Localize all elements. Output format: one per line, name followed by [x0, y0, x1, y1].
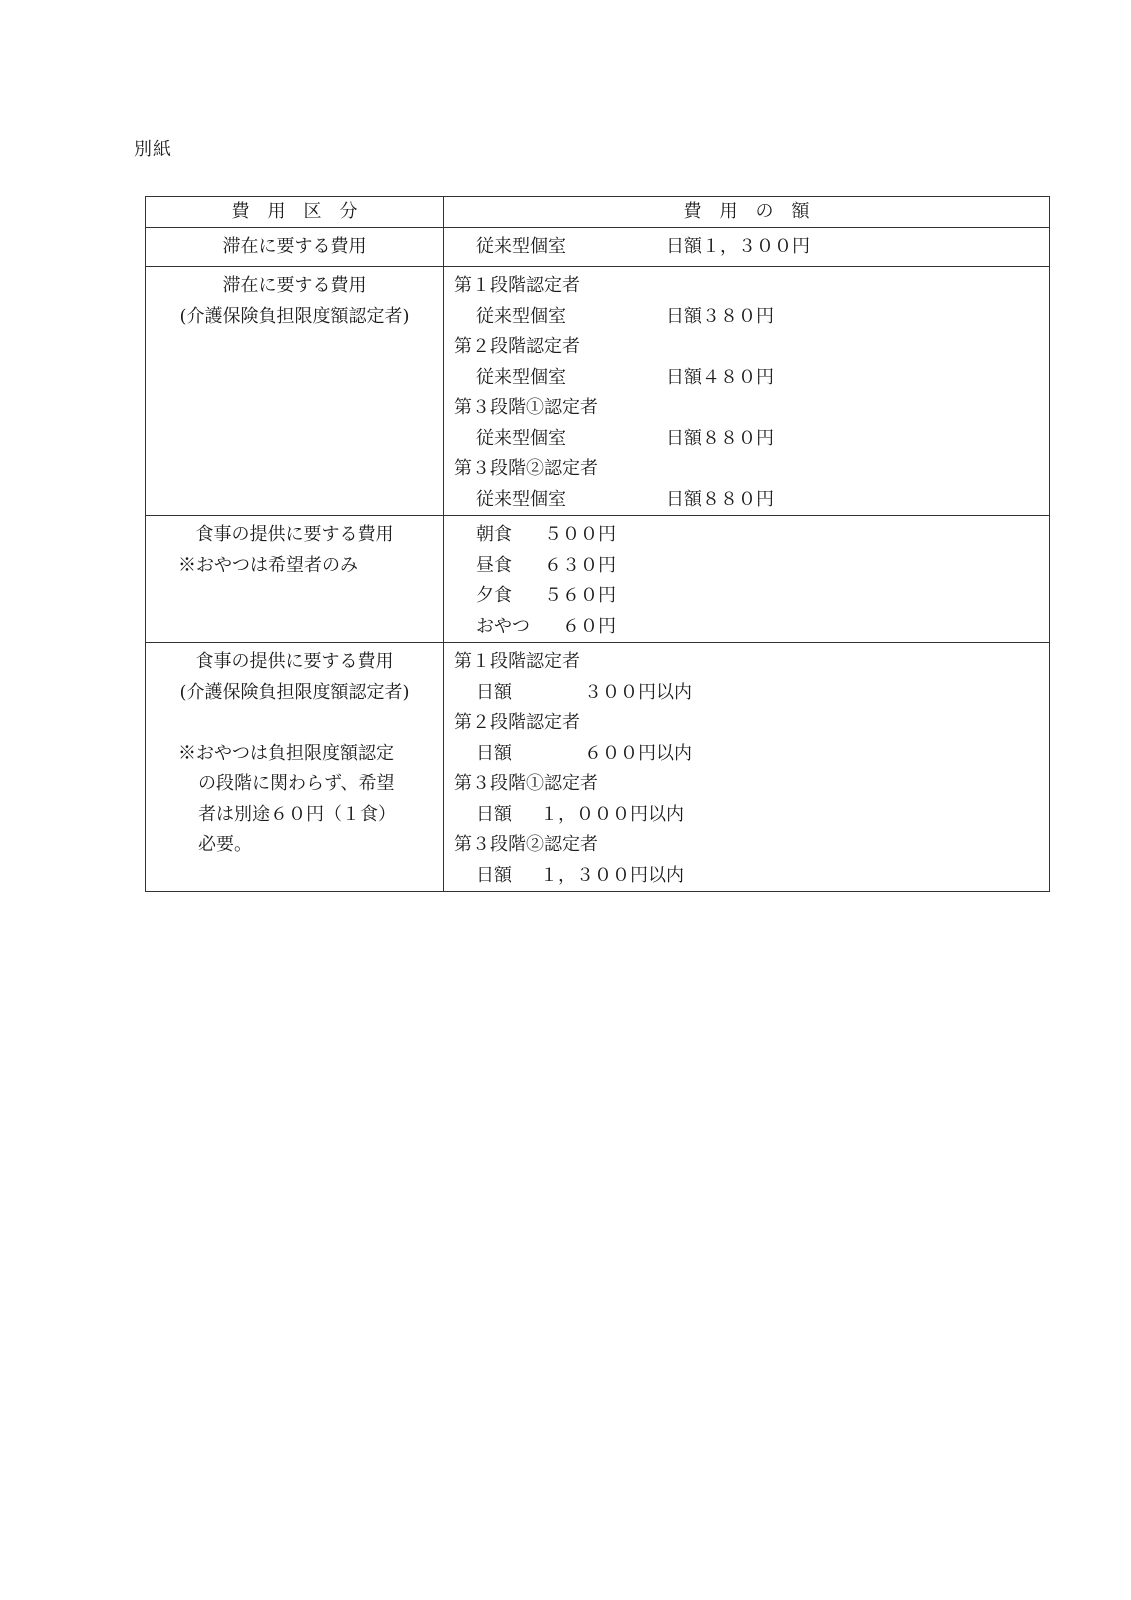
amount-line: 第１段階認定者 — [454, 275, 580, 296]
amount-item: 従来型個室 — [476, 427, 566, 449]
category-line: (介護保険負担限度額認定者) — [179, 305, 410, 327]
category-line: ※おやつは希望者のみ — [178, 554, 358, 576]
amount-line — [454, 861, 1049, 892]
amount-item: 日額 — [476, 864, 512, 886]
amount-line — [454, 363, 1049, 394]
category-line: (介護保険負担限度額認定者) — [179, 681, 410, 703]
amount-value: 日額４８０円 — [666, 366, 774, 388]
amount-cell — [444, 516, 1050, 643]
amount-cell — [444, 643, 1050, 892]
amount-value: 日額１，３００円 — [666, 236, 810, 257]
category-line: 食事の提供に要する費用 — [195, 524, 394, 545]
category-cell — [146, 643, 444, 892]
table-row — [146, 267, 1050, 516]
spacer — [146, 708, 443, 739]
amount-line — [454, 678, 1049, 709]
amount-value: ６３０円 — [544, 554, 616, 576]
amount-line: 第３段階①認定者 — [454, 397, 598, 418]
table-row — [146, 643, 1050, 892]
document-label: 別紙 — [134, 139, 172, 160]
amount-item: 夕食 — [476, 585, 512, 606]
amount-cell — [444, 228, 1050, 267]
category-note-line: 者は別途６０円（１食） — [198, 803, 396, 825]
amount-item: 従来型個室 — [476, 305, 566, 327]
header-row — [146, 197, 1050, 228]
amount-value: ６０円 — [562, 615, 616, 637]
amount-line: 第３段階②認定者 — [454, 458, 598, 479]
amount-item: 日額 — [476, 742, 512, 764]
amount-value: １，３００円以内 — [540, 864, 684, 886]
category-note-line: の段階に関わらず、希望 — [198, 773, 395, 794]
table-row — [146, 228, 1050, 267]
amount-line: 第２段階認定者 — [454, 336, 580, 357]
amount-line — [454, 485, 1049, 516]
amount-line: 第２段階認定者 — [454, 712, 580, 733]
amount-line: 第１段階認定者 — [454, 651, 580, 672]
category-cell — [146, 516, 444, 643]
amount-line — [454, 520, 1049, 551]
category-note-line: ※おやつは負担限度額認定 — [178, 742, 394, 764]
category-note-line: 必要。 — [198, 834, 252, 855]
header-amount: 費 用 の 額 — [444, 197, 1050, 228]
amount-item: 従来型個室 — [476, 236, 566, 257]
amount-value: ５６０円 — [544, 585, 616, 606]
amount-value: 日額３８０円 — [666, 305, 774, 327]
category-cell — [146, 228, 444, 267]
amount-cell — [444, 267, 1050, 516]
category-line: 食事の提供に要する費用 — [195, 651, 394, 672]
category-cell — [146, 267, 444, 516]
amount-value: ６００円以内 — [584, 742, 692, 764]
category-line: 滞在に要する費用 — [222, 275, 367, 296]
amount-line — [454, 739, 1049, 770]
amount-value: ５００円 — [544, 524, 616, 545]
category-line: 滞在に要する費用 — [222, 236, 367, 257]
amount-value: 日額８８０円 — [666, 488, 774, 510]
header-category: 費 用 区 分 — [146, 197, 444, 228]
amount-line — [454, 612, 1049, 643]
amount-value: １，０００円以内 — [540, 803, 684, 825]
amount-line — [454, 228, 1049, 264]
amount-item: 従来型個室 — [476, 366, 566, 388]
amount-value: ３００円以内 — [584, 681, 692, 703]
amount-value: 日額８８０円 — [666, 427, 774, 449]
amount-line: 第３段階①認定者 — [454, 773, 598, 794]
amount-line — [454, 302, 1049, 333]
table-row — [146, 516, 1050, 643]
amount-line: 第３段階②認定者 — [454, 834, 598, 855]
amount-line — [454, 424, 1049, 455]
amount-item: 日額 — [476, 803, 512, 825]
amount-item: 従来型個室 — [476, 488, 566, 510]
amount-item: 昼食 — [476, 554, 512, 576]
amount-item: おやつ — [476, 615, 530, 637]
amount-item: 朝食 — [476, 524, 512, 545]
amount-line — [454, 551, 1049, 582]
amount-item: 日額 — [476, 681, 512, 703]
fee-table — [145, 196, 1050, 892]
amount-line — [454, 800, 1049, 831]
amount-line — [454, 581, 1049, 612]
